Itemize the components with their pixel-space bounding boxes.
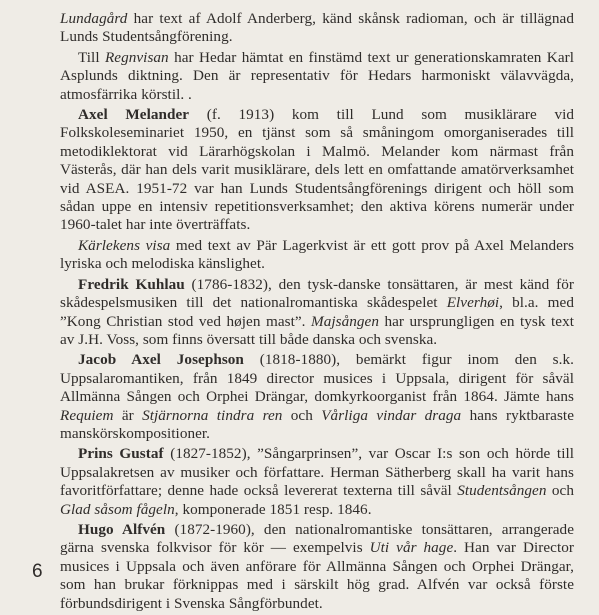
text-run: och <box>546 482 574 500</box>
text-run: har Hedar hämtat en finstämd text ur generationskamraten Karl Asplunds diktning. Den är representativ för Hedars harmoniskt välavvägda, atmosfärrika körstil. . <box>60 48 574 103</box>
title-italic: Majsången <box>311 312 379 330</box>
body-text <box>60 10 574 615</box>
text-run: , bl.a. med ”Kong Christian stod ved højen mast”. <box>60 294 574 330</box>
title-italic: Regnvisan <box>104 48 169 66</box>
text-run: är <box>113 406 143 424</box>
title-italic: Lundagård <box>60 10 128 27</box>
text-run: med text av Pär Lagerkvist är ett gott prov på Axel Melanders lyriska och melodiska känslighet. <box>60 236 574 273</box>
text-run: . Han var Director musices i Uppsala och även anförare för Allmänna Sången och Orphei Drängar, som han brukar förknippas med i särskilt hög grad. Alfvén var också förste förbundsdirigent i Svenska Sångförbundet. <box>60 539 574 612</box>
title-italic: Uti vår hage <box>369 539 454 557</box>
text-run: har text af Adolf Anderberg, känd skånsk radioman, och är tillägnad Lunds Studentsångförening. <box>60 10 574 46</box>
title-italic: Stjärnorna tindra ren <box>142 406 283 424</box>
title-italic: Studentsången <box>457 482 547 500</box>
title-italic: Glad såsom fågeln <box>60 500 175 518</box>
paragraph-josephson <box>60 351 574 443</box>
text-run: (1827-1852), ”Sångarprinsen”, var Oscar I:s son och hörde till Uppsalakretsen av musiker och författare. Herman Sätherberg skall ha varit hans favoritförfattare; denne hade också levererat texterna till såväl <box>60 445 575 500</box>
name-heading: Jacob Axel Josephson <box>78 351 244 369</box>
name-heading: Fredrik Kuhlau <box>78 275 185 293</box>
text-run: (1818-1880), bemärkt figur inom den s.k. Uppsalaromantiken, från 1849 director musices i Uppsala, dirigent för såväl Allmänna Sången och Orphei Drängar, domkyrkoorganist från 1864. Jämte hans <box>60 351 574 406</box>
title-italic: Elverhøi <box>446 294 500 312</box>
title-italic: Requiem <box>60 406 114 424</box>
paragraph-karlekens <box>60 237 574 274</box>
title-italic: Vårliga vindar draga <box>321 406 462 424</box>
name-heading: Axel Melander <box>78 106 190 124</box>
paragraph-alfven <box>60 521 574 613</box>
text-run: (f. 1913) kom till Lund som musiklärare vid Folkskoleseminariet 1950, en tjänst som så småningom omorganiserades till metodiklektorat vid Lärarhögskolan i Malmö. Melander kom närmast från Västerås, där han dels varit musiklärare, dels lett en omfattande amatörverksamhet vid ASEA. 1951-72 var han Lunds Studentsångförenings dirigent och höll som sådan uppe en intensiv repetitionsverksamhet; den aktiva körens numerär under 1960-talet har inte överträffats. <box>60 106 575 234</box>
text-run: hans ryktbaraste manskörskompositioner. <box>60 406 574 442</box>
paragraph-regnvisan <box>60 49 574 104</box>
name-heading: Prins Gustaf <box>78 445 164 463</box>
text-run: Till <box>78 48 105 66</box>
paragraph-kuhlau <box>60 276 574 350</box>
text-run: , komponerade 1851 resp. 1846. <box>174 500 372 518</box>
paragraph-prinsgustaf <box>60 445 574 519</box>
text-run: (1872-1960), den nationalromantiske tonsättaren, arrangerade gärna svenska folkvisor för kör — exempelvis <box>60 520 574 557</box>
paragraph-lundagard <box>60 10 574 47</box>
paragraph-melander <box>60 106 574 235</box>
text-run: (1786-1832), den tysk-danske tonsättaren, är mest känd för skådespelsmusiken till det nationalromantiska skådespelet <box>60 275 574 312</box>
title-italic: Kärlekens visa <box>78 236 171 254</box>
text-run: och <box>282 406 322 424</box>
page-number: 6 <box>32 561 43 582</box>
name-heading: Hugo Alfvén <box>78 520 166 538</box>
text-run: har ursprungligen en tysk text av J.H. Voss, som finns översatt till både danska och svenska. <box>60 312 574 348</box>
